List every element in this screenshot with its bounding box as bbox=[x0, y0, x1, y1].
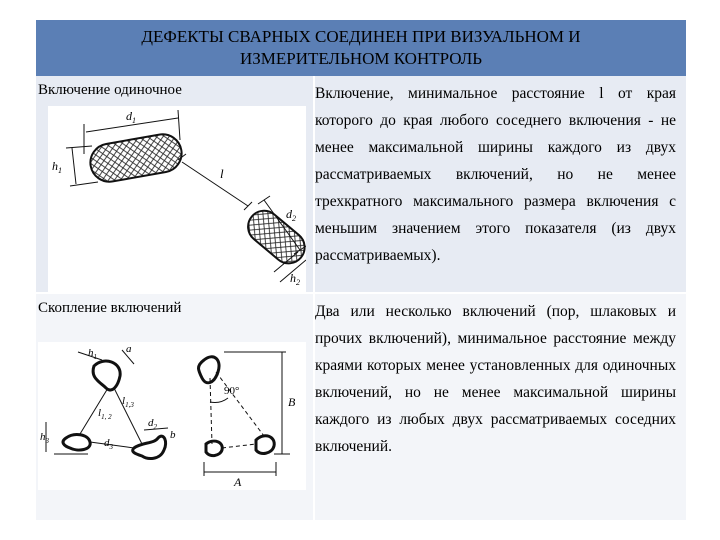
row-label-single-inclusion: Включение одиночное bbox=[38, 82, 182, 98]
label-d1: $d_1$ bbox=[126, 109, 136, 125]
label-h3: $h_3$ bbox=[40, 431, 49, 445]
label-l13: $l_{1,3}$ bbox=[122, 395, 134, 409]
row-inclusion-cluster-right bbox=[315, 294, 686, 520]
inclusion-1 bbox=[87, 131, 184, 184]
single-inclusion-diagram bbox=[48, 106, 306, 292]
label-d2-cluster: $d_2$ bbox=[148, 417, 157, 431]
label-a: a bbox=[126, 343, 132, 355]
row-single-inclusion-right bbox=[315, 76, 686, 292]
single-inclusion-figure bbox=[48, 106, 306, 292]
label-h1-cluster: $h_1$ bbox=[88, 347, 97, 361]
label-h2: $h_2$ bbox=[290, 271, 300, 287]
label-d3: $d_3$ bbox=[104, 437, 113, 451]
triangle-inclusion-top bbox=[199, 357, 220, 383]
label-d2: $d_2$ bbox=[286, 207, 296, 223]
single-inclusion-description: Включение, минимальное расстояние l от края которого до края любого соседнего включения - не менее максимальной ширины каждого из двух рассматриваемых включений, но не менее трехкратного максимального размера включения с меньшим значением этого показателя (из двух рассматриваемых). bbox=[315, 85, 676, 264]
label-h1: $h_1$ bbox=[52, 159, 62, 175]
cluster-inclusion-2 bbox=[133, 436, 166, 458]
row-inclusion-cluster-left bbox=[36, 294, 313, 520]
label-b: b bbox=[170, 429, 176, 441]
row-label-inclusion-cluster: Скопление включений bbox=[38, 300, 182, 316]
triangle-inclusion-right bbox=[256, 436, 274, 454]
page-title: ДЕФЕКТЫ СВАРНЫХ СОЕДИНЕН ПРИ ВИЗУАЛЬНОМ И ИЗМЕРИТЕЛЬНОМ КОНТРОЛЬ bbox=[141, 27, 581, 68]
cluster-inclusion-3 bbox=[63, 435, 90, 450]
inclusion-cluster-figure bbox=[38, 342, 306, 490]
defects-table bbox=[36, 20, 686, 520]
cluster-inclusion-1 bbox=[93, 361, 120, 390]
label-A: A bbox=[234, 475, 242, 489]
label-angle: 90° bbox=[224, 385, 240, 397]
table-header bbox=[36, 20, 686, 76]
label-l12: $l_{1, 2}$ bbox=[98, 407, 112, 421]
inclusion-cluster-description: Два или несколько включений (пор, шлаковых и прочих включений), минимальное расстояние между краями которых менее установленных для одиночных включений, но не менее максимальной ширины каждого из любых двух рассматриваемых соседних включений. bbox=[315, 303, 676, 455]
inclusion-cluster-diagram bbox=[38, 342, 306, 490]
triangle-inclusion-left bbox=[206, 441, 222, 456]
row-single-inclusion-left bbox=[36, 76, 313, 292]
label-l: l bbox=[220, 166, 224, 181]
label-B: B bbox=[288, 395, 296, 409]
